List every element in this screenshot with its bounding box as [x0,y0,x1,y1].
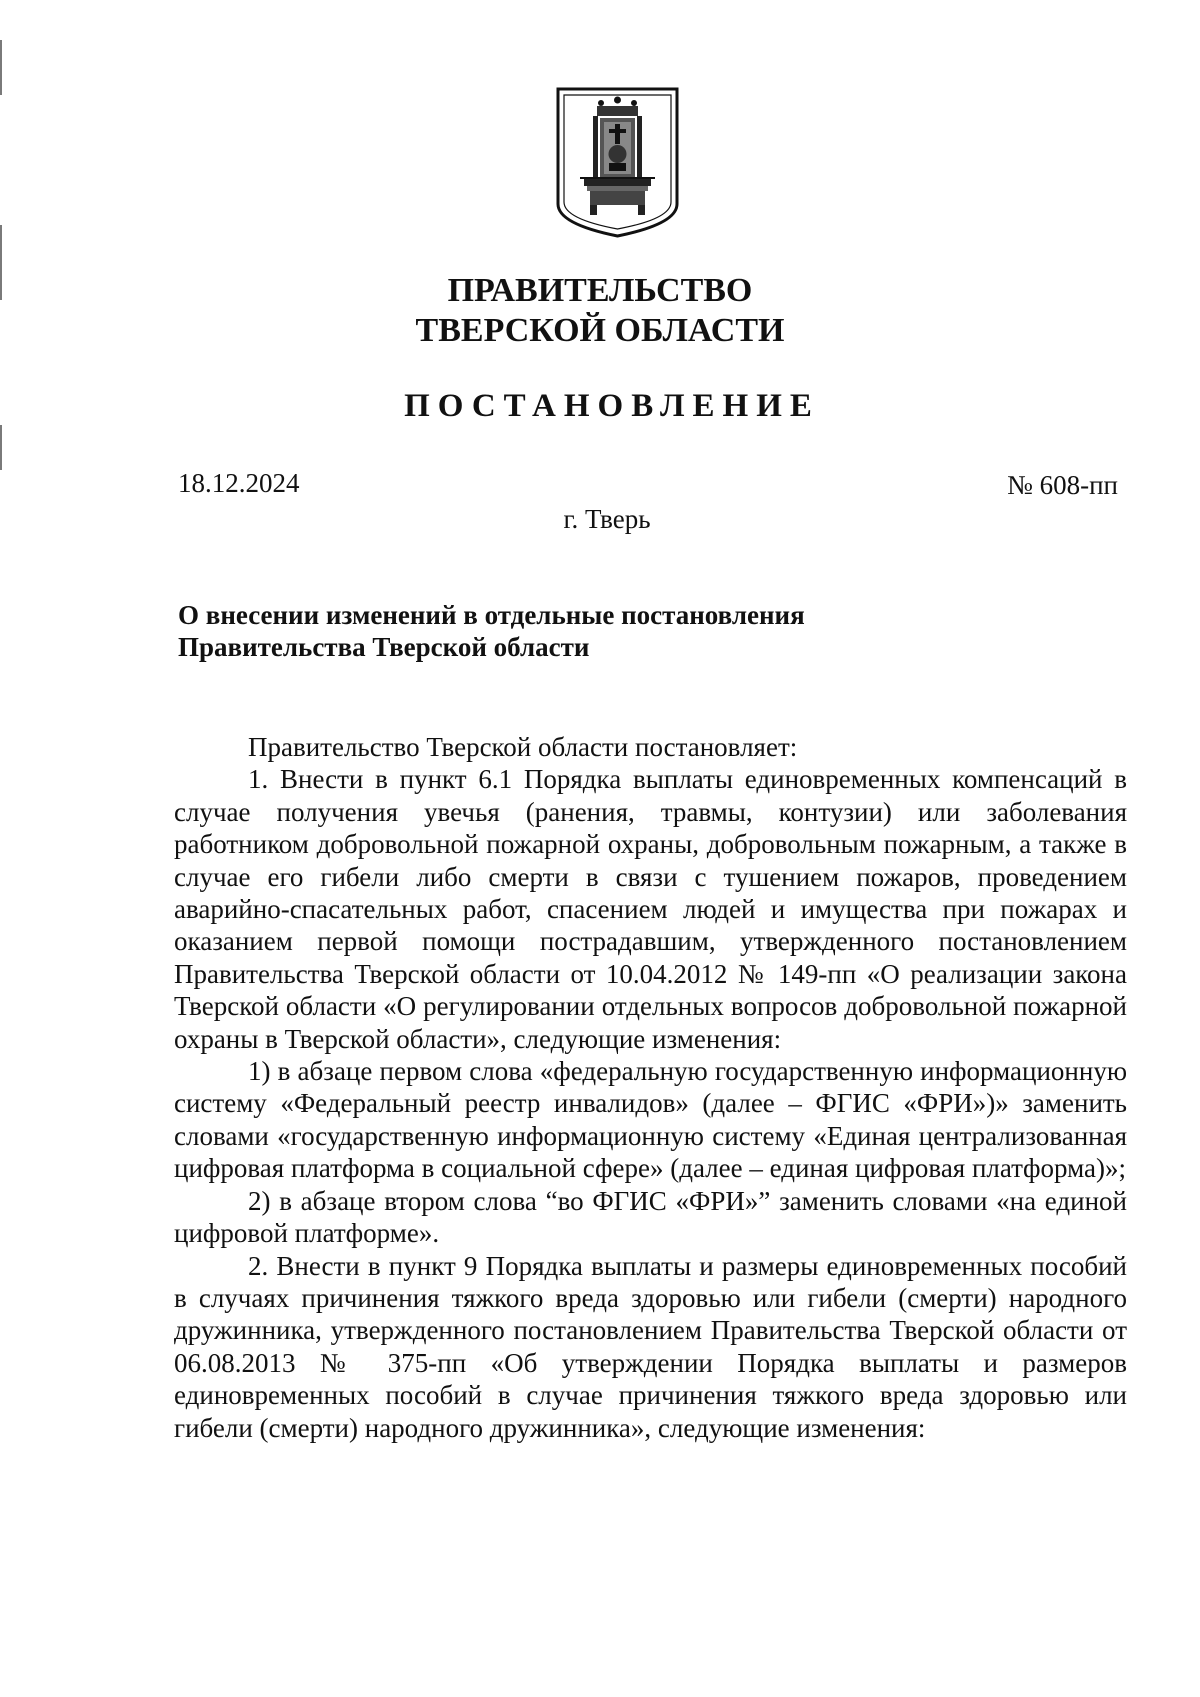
document-body [174,731,1127,1444]
document-city: г. Тверь [563,504,651,534]
tver-coat-of-arms-icon [554,86,681,238]
body-paragraph: Правительство Тверской области постановляет: [248,732,798,762]
document-number: № 608-пп [1007,470,1118,500]
subject-line2: Правительства Тверской области [178,632,590,662]
scan-edge-mark [0,40,2,95]
organization-name-line1: ПРАВИТЕЛЬСТВО [447,272,753,309]
document-type: ПОСТАНОВЛЕНИЕ [404,388,820,424]
scan-edge-mark [0,425,2,470]
organization-name-line2: ТВЕРСКОЙ ОБЛАСТИ [415,312,785,349]
body-paragraph: 2) в абзаце втором слова “во ФГИС «ФРИ»” заменить словами «на единой цифровой платформе». [174,1185,1127,1249]
body-paragraph: 1) в абзаце первом слова «федеральную государственную информационную систему «Федеральный реестр инвалидов» (далее – ФГИС «ФРИ»)» заменить словами «государственную информационную систему «Единая централизованная цифровая платформа в социальной сфере» (далее – единая цифровая платформа)»; [174,1056,1127,1184]
subject-line1: О внесении изменений в отдельные постановления [178,600,805,630]
body-paragraph: 1. Внести в пункт 6.1 Порядка выплаты единовременных компенсаций в случае получения увечья (ранения, травмы, контузии) или заболевания работником добровольной пожарной охраны, добровольным пожарным, а также в случае его гибели либо смерти в связи с тушением пожаров, проведением аварийно-спасательных работ, спасением людей и имущества при пожарах и оказанием первой помощи пострадавшим, утвержденного постановлением Правительства Тверской области от 10.04.2012 № 149-пп «О реализации закона Тверской области «О регулировании отдельных вопросов добровольной пожарной охраны в Тверской области», следующие изменения: [174,764,1127,1054]
document-date: 18.12.2024 [178,468,300,498]
organization-name [0,271,1200,351]
document-subject [178,599,898,663]
body-paragraph: 2. Внести в пункт 9 Порядка выплаты и размеры единовременных пособий в случаях причинения тяжкого вреда здоровью или гибели (смерти) народного дружинника, утвержденного постановлением Правительства Тверской области от 06.08.2013 № 375-пп «Об утверждении Порядка выплаты и размеров единовременных пособий в случае причинения тяжкого вреда здоровью или гибели (смерти) народного дружинника», следующие изменения: [174,1250,1127,1443]
